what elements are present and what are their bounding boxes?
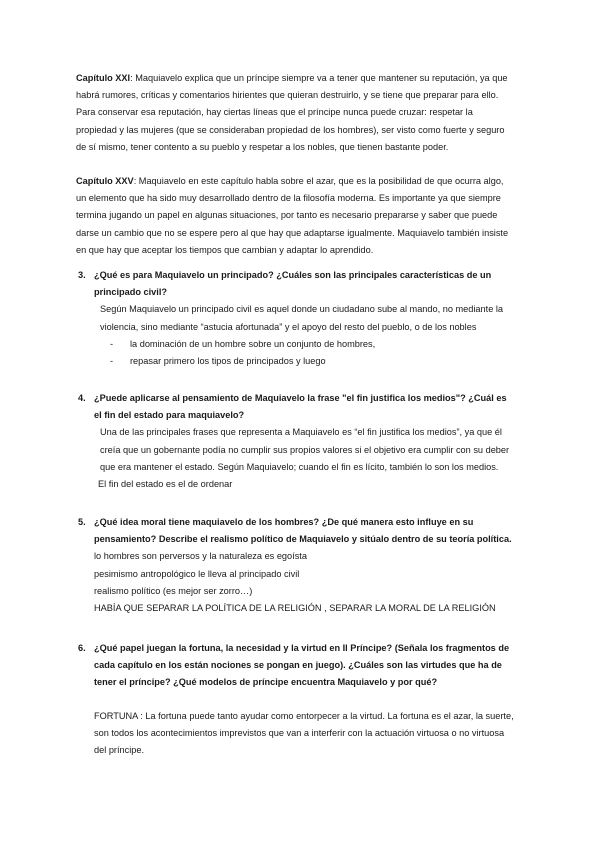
bullet-text: la dominación de un hombre sobre un conjunto de hombres, <box>130 338 376 349</box>
answer-line: HABÍA QUE SEPARAR LA POLÍTICA DE LA RELIGIÓN , SEPARAR LA MORAL DE LA RELIGIÓN <box>94 603 496 614</box>
chapter-21-paragraph <box>76 70 514 156</box>
question-number: 4. <box>78 393 86 403</box>
chapter-21-label: Capítulo XXI <box>76 73 131 83</box>
answer-line: lo hombres son perversos y la naturaleza es egoísta <box>94 551 307 562</box>
dash-bullet-icon: - <box>110 338 114 349</box>
question-answer: FORTUNA : La fortuna puede tanto ayudar como entorpecer a la virtud. La fortuna es el azar, la suerte, son todos los acontecimientos imprevistos que van a interferir con la actuación virtuosa o no virtuosa del príncipe. <box>94 710 514 756</box>
question-answer-followup: El fin del estado es el de ordenar <box>98 479 233 490</box>
chapter-21-text: : Maquiavelo explica que un príncipe siempre va a tener que mantener su reputación, ya que habrá rumores, críticas y comentarios hirientes que quieran destruirlo, y se tiene que preparar para ello. Para conservar esa reputación, hay ciertas líneas que el príncipe nunca puede cruzar: respetar la propiedad y las mujeres (que se consideraban propiedad de los hombres), ser visto como fuerte y seguro de sí mismo, tener contento a su pueblo y respetar a los nobles, que tienen bastante poder. <box>76 73 508 152</box>
question-title: ¿Qué papel juegan la fortuna, la necesidad y la virtud en Il Príncipe? (Señala los fragmentos de cada capítulo en los están nociones se pongan en juego). ¿Cuáles son las virtudes que ha de tener el príncipe? ¿Qué modelos de príncipe encuentra Maquiavelo y por qué? <box>94 643 510 688</box>
question-answer: Según Maquiavelo un principado civil es aquel donde un ciudadano sube al mando, no mediante la violencia, sino mediante “astucia afortunada” y el apoyo del resto del pueblo, o de los nobles <box>100 304 504 332</box>
dash-bullet-icon: - <box>110 356 114 367</box>
bullet-item <box>94 353 514 370</box>
answer-line: pesimismo antropológico le lleva al principado civil <box>94 568 300 579</box>
question-answer: Una de las principales frases que representa a Maquiavelo es “el fin justifica los medios”, ya que él creía que un gobernante podía no cumplir sus propios valores si el objetivo era cumplir con su deber que era mantener el estado. Según Maquiavelo; cuando el fin es lícito, también lo son los medios. <box>100 427 510 472</box>
question-5 <box>78 514 514 617</box>
chapter-25-paragraph <box>76 173 514 259</box>
question-title: ¿Qué idea moral tiene maquiavelo de los hombres? ¿De qué manera esto influye en su pensamiento? Describe el realismo político de Maquiavelo y sitúalo dentro de su teoría política. <box>94 517 512 545</box>
question-number: 5. <box>78 517 86 527</box>
bullet-item <box>94 336 514 353</box>
question-6 <box>78 640 514 759</box>
question-title: ¿Puede aplicarse al pensamiento de Maquiavelo la frase "el fin justifica los medios"? ¿Cuál es el fin del estado para maquiavelo? <box>94 393 507 421</box>
question-title: ¿Qué es para Maquiavelo un principado? ¿Cuáles son las principales características de un principado civil? <box>94 270 492 298</box>
answer-line: realismo político (es mejor ser zorro…) <box>94 585 253 596</box>
question-number: 3. <box>78 270 86 280</box>
question-3 <box>78 267 514 370</box>
question-4 <box>78 390 514 493</box>
chapter-25-label: Capítulo XXV <box>76 176 134 186</box>
chapter-25-text: : Maquiavelo en este capítulo habla sobre el azar, que es la posibilidad de que ocurra algo, un elemento que ha sido muy desarrollado dentro de la filosofía moderna. Es importante ya que siempre termina jugando un papel en algunas situaciones, por tanto es necesario prepararse y saber que puede darse un cambio que no se espere pero al que hay que adaptarse igualmente. Maquiavelo también insiste en que hay que aceptar los tiempos que cambian y adaptar lo aprendido. <box>76 176 509 255</box>
question-number: 6. <box>78 643 86 653</box>
bullet-text: repasar primero los tipos de principados y luego <box>130 356 326 367</box>
